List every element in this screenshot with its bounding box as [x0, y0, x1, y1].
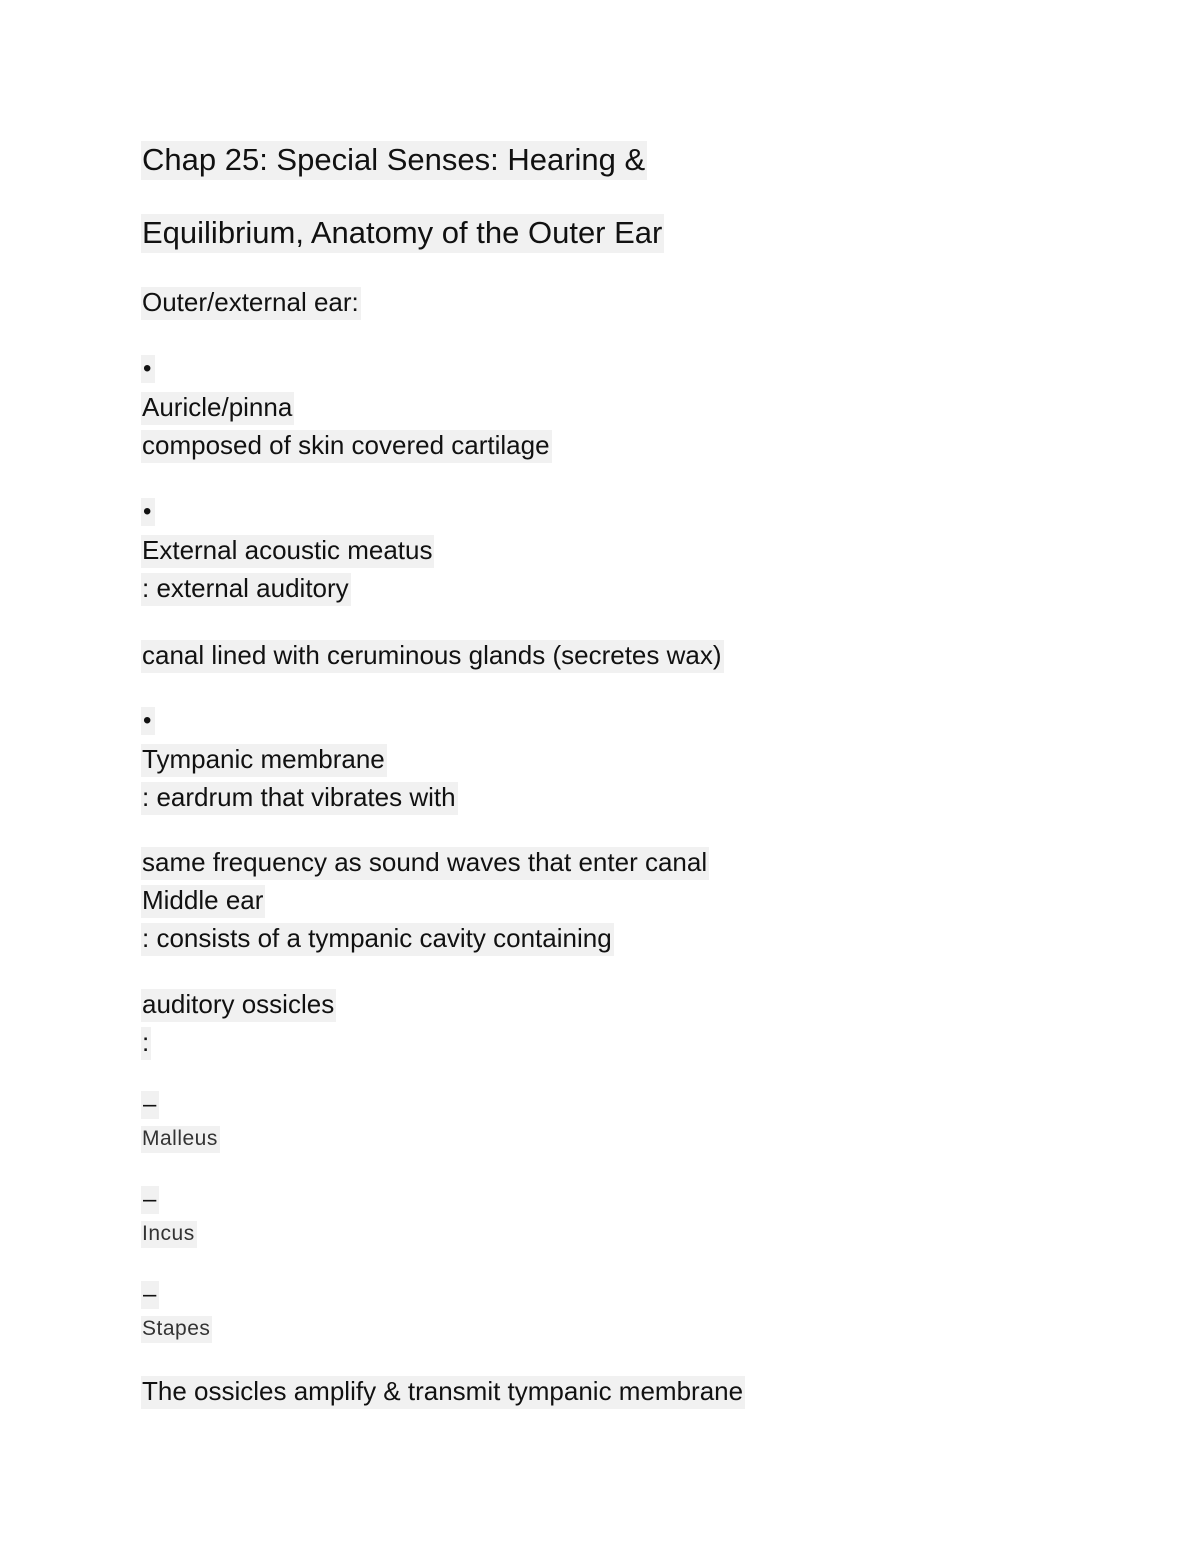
- meatus-description-1: : external auditory: [141, 573, 351, 606]
- dash-icon: –: [141, 1091, 159, 1119]
- outer-ear-heading: Outer/external ear:: [141, 287, 361, 320]
- ossicle-incus: Incus: [141, 1221, 197, 1248]
- ossicle-malleus: Malleus: [141, 1126, 220, 1153]
- ossicle-stapes: Stapes: [141, 1316, 212, 1343]
- ossicles-label: auditory ossicles: [141, 989, 336, 1022]
- tympanic-term: Tympanic membrane: [141, 744, 387, 777]
- meatus-term: External acoustic meatus: [141, 535, 434, 568]
- bullet-icon: •: [141, 355, 155, 383]
- meatus-description-2: canal lined with ceruminous glands (secretes wax): [141, 640, 724, 673]
- auricle-term: Auricle/pinna: [141, 392, 294, 425]
- tympanic-description-2: same frequency as sound waves that enter canal: [141, 847, 709, 880]
- middle-ear-term: Middle ear: [141, 885, 265, 918]
- tympanic-description-1: : eardrum that vibrates with: [141, 782, 458, 815]
- dash-icon: –: [141, 1186, 159, 1214]
- ossicles-colon: :: [141, 1027, 151, 1060]
- ossicles-closing-text: The ossicles amplify & transmit tympanic membrane: [141, 1376, 745, 1409]
- title-line-2: Equilibrium, Anatomy of the Outer Ear: [141, 214, 664, 253]
- middle-ear-description: : consists of a tympanic cavity containing: [141, 923, 614, 956]
- dash-icon: –: [141, 1281, 159, 1309]
- bullet-icon: •: [141, 707, 155, 735]
- auricle-description: composed of skin covered cartilage: [141, 430, 552, 463]
- title-line-1: Chap 25: Special Senses: Hearing &: [141, 141, 647, 180]
- bullet-icon: •: [141, 498, 155, 526]
